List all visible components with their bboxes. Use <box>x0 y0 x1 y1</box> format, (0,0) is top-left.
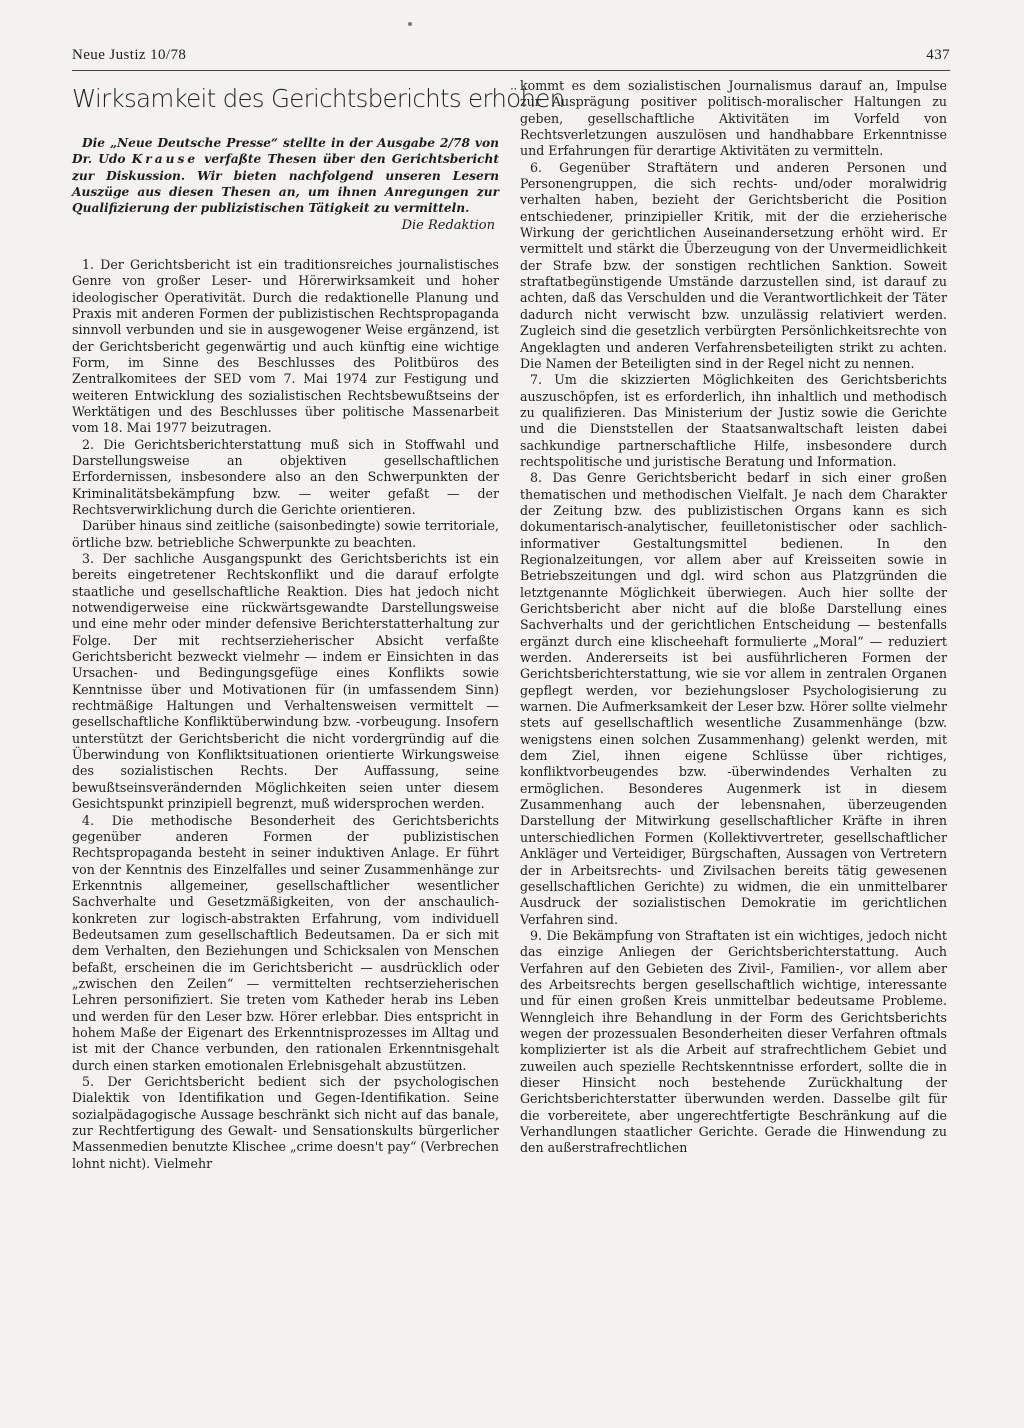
journal-issue: Neue Justiz 10/78 <box>72 47 187 63</box>
editorial-signature: Die Redaktion <box>401 218 495 234</box>
page-number: 437 <box>926 47 950 63</box>
right-column <box>520 78 947 1157</box>
header-rule <box>72 70 950 71</box>
intro-text-start: Die „Neue Deutsche Presse“ stellte in der Ausgabe 2/78 von Dr. Udo <box>72 136 499 167</box>
intro-text-end: verfaßte Thesen über den Gerichtsbericht zur Diskussion. Wir bieten nachfolgend unseren Lesern Auszüge aus diesen Thesen an, um ihnen Anregungen zur Qualifizierung der publizistischen Tätigkeit zu vermitteln. <box>72 152 499 216</box>
left-column <box>72 78 565 1172</box>
scan-speck <box>408 22 412 26</box>
thesis-2: 2. Die Gerichtsberichterstattung muß sich in Stoffwahl und Darstellungsweise an objektiven gesellschaftlichen Erfordernissen, insbesondere also an den Schwerpunkten der Kriminalitätsbekämpfung bzw. — weiter gefaßt — der Rechtsverwirklichung durch die Gerichte orientieren. <box>72 436 499 517</box>
running-head <box>72 47 950 69</box>
thesis-3: 3. Der sachliche Ausgangspunkt des Gerichtsberichts ist ein bereits eingetretener Rechtskonflikt und die darauf erfolgte staatliche und gesellschaftliche Reaktion. Dies hat jedoch nicht notwendigerweise eine rückwärtsgewandte Darstellungsweise und eine mehr oder minder defensive Berichterstatterhaltung zur Folge. Der mit rechtserzieherischer Absicht verfaßte Gerichtsbericht bezweckt vielmehr — indem er Einsichten in das Ursachen- und Bedingungsgefüge eines Konflikts sowie Kenntnisse über und Motivationen für (in umfassendem Sinn) rechtmäßige Haltungen und Verhaltensweisen vermittelt — gesellschaftliche Konfliktüberwindung bzw. -vorbeugung. Insofern unterstützt der Gerichtsbericht die nicht vordergründig auf die Überwindung von Konfliktsituationen orientierte Wirkungsweise des sozialistischen Rechts. Der Auffassung, seine bewußtseinsverändernden Möglichkeiten seien unter diesem Gesichtspunkt prinzipiell begrenzt, muß widersprochen werden. <box>72 551 499 812</box>
thesis-5-continued: kommt es dem sozialistischen Journalismus darauf an, Impulse zur Ausprägung positiver politisch-moralischer Haltungen zu geben, gesellschaftliche Aktivitäten im Vorfeld von Rechtsverletzungen auszulösen und handhabbare Erkenntnisse und Erfahrungen für derartige Aktivitäten zu vermitteln. <box>520 78 947 159</box>
article-title: Wirksamkeit des Gerichtsberichts erhöhen <box>72 84 565 113</box>
thesis-4: 4. Die methodische Besonderheit des Gerichtsberichts gegenüber anderen Formen der publizistischen Rechtspropaganda besteht in seiner induktiven Anlage. Er führt von der Kenntnis des Einzelfalles und seiner Zusammenhänge zur Erkenntnis allgemeiner, gesellschaftlicher wesentlicher Sachverhalte und Gesetzmäßigkeiten, von der anschaulich-konkreten zur logisch-abstrakten Erfahrung, vom individuell Bedeutsamen zum gesellschaftlich Bedeutsamen. Da er sich mit dem Verhalten, den Beziehungen und Schicksalen von Menschen befaßt, erscheinen die im Gerichtsbericht — ausdrücklich oder „zwischen den Zeilen“ — vermittelten rechtserzieherischen Lehren personifiziert. Sie treten vom Katheder herab ins Leben und werden für den Leser bzw. Hörer erlebbar. Dies entspricht in hohem Maße der Eigenart des Erkenntnisprozesses im Alltag und ist mit der Chance verbunden, den rationalen Erkenntnisgehalt durch einen starken emotionalen Erlebnisgehalt abzustützen. <box>72 812 499 1073</box>
thesis-7: 7. Um die skizzierten Möglichkeiten des Gerichtsberichts auszuschöpfen, ist es erforderlich, ihn inhaltlich und methodisch zu qualifizieren. Das Ministerium der Justiz sowie die Gerichte und die Dienststellen der Staatsanwaltschaft leisten dabei sachkundige partnerschaftliche Hilfe, insbesondere durch rechtspolitische und juristische Beratung und Information. <box>520 372 947 469</box>
thesis-6: 6. Gegenüber Straftätern und anderen Personen und Personengruppen, die sich rechts- und/oder moralwidrig verhalten haben, bezieht der Gerichtsbericht die Position entschiedener, prinzipieller Kritik, mit der die erzieherische Wirkung der gerichtlichen Auseinandersetzung erhöht wird. Er vermittelt und stärkt die Überzeugung von der Unvermeidlichkeit der Strafe bzw. der sonstigen rechtlichen Sanktion. Soweit straftatbegünstigende Umstände darzustellen sind, ist darauf zu achten, daß das Verschulden und die Verantwortlichkeit der Täter dadurch nicht verwischt bzw. unzulässig relativiert werden. Zugleich sind die gesetzlich verbürgten Persönlichkeitsrechte von Angeklagten und anderen Verfahrensbeteiligten strikt zu achten. Die Namen der Beteiligten sind in der Regel nicht zu nennen. <box>520 159 947 371</box>
thesis-5: 5. Der Gerichtsbericht bedient sich der psychologischen Dialektik von Identifikation und Gegen-Identifikation. Seine sozialpädagogische Aussage beschränkt sich nicht auf das banale, zur Rechtfertigung des Gewalt- und Sensationskults bürgerlicher Massenmedien benutzte Klischee „crime doesn't pay“ (Verbrechen lohnt nicht). Vielmehr <box>72 1074 499 1171</box>
thesis-8: 8. Das Genre Gerichtsbericht bedarf in sich einer großen thematischen und methodischen Vielfalt. Je nach dem Charakter der Zeitung bzw. des publizistischen Organs kann es sich dokumentarisch-analytischer, feuilletonistischer oder sachlich-informativer Gestaltungsmittel bedienen. In den Regionalzeitungen, vor allem aber auf Kreisseiten sowie in Betriebszeitungen und dgl. wird schon aus Platzgründen die letztgenannte Möglichkeit überwiegen. Auch hier sollte der Gerichtsbericht aber nicht auf die bloße Darstellung eines Sachverhalts und der gerichtlichen Entscheidung — bestenfalls ergänzt durch eine klischeehaft formulierte „Moral“ — reduziert werden. Andererseits ist bei ausführlicheren Formen der Gerichtsberichterstattung, wie sie vor allem in zentralen Organen gepflegt werden, vor beziehungsloser Psychologisierung zu warnen. Die Aufmerksamkeit der Leser bzw. Hörer sollte vielmehr stets auf gesellschaftlich wesentliche Zusammenhänge (bzw. wenigstens einen solchen Zusammenhang) gelenkt werden, mit dem Ziel, ihnen eigene Schlüsse über richtiges, konfliktvorbeugendes bzw. -überwindendes Verhalten zu ermöglichen. Besonderes Augenmerk ist in diesem Zusammenhang auch der lebensnahen, überzeugenden Darstellung der Mitwirkung gesellschaftlicher Kräfte in ihren unterschiedlichen Formen (Kollektivvertreter, gesellschaftlicher Ankläger und Verteidiger, Bürgschaften, Aussagen von Vertretern der in Arbeitsrechts- und Zivilsachen bereits tätig gewesenen gesellschaftlichen Gerichte) zu widmen, die ein unmittelbarer Ausdruck der sozialistischen Demokratie im gerichtlichen Verfahren sind. <box>520 470 947 927</box>
thesis-2-continued: Darüber hinaus sind zeitliche (saisonbedingte) sowie territoriale, örtliche bzw. betriebliche Schwerpunkte zu beachten. <box>72 518 499 550</box>
thesis-9: 9. Die Bekämpfung von Straftaten ist ein wichtiges, jedoch nicht das einzige Anliegen der Gerichtsberichterstattung. Auch Verfahren auf den Gebieten des Zivil-, Familien-, vor allem aber des Arbeitsrechts bergen gesellschaftlich wichtige, interessante und für einen großen Kreis unmittelbar bedeutsame Probleme. Wenngleich ihre Behandlung in der Form des Gerichtsberichts wegen der prozessualen Besonderheiten dieser Verfahren oftmals komplizierter ist als die Arbeit auf strafrechtlichem Gebiet und zuweilen auch spezielle Rechtskenntnisse erfordert, sollte die in dieser Hinsicht noch bestehende Zurückhaltung der Gerichtsberichterstatter überwunden werden. Dasselbe gilt für die vorbereitete, aber ungerechtfertigte Beschränkung auf die Verhandlungen staatlicher Gerichte. Gerade die Hinwendung zu den außerstrafrechtlichen <box>520 927 947 1156</box>
editorial-intro <box>72 135 499 216</box>
intro-author: Krause <box>131 152 199 167</box>
thesis-1: 1. Der Gerichtsbericht ist ein traditionsreiches journalistisches Genre von großer Leser- und Hörerwirksamkeit und hoher ideologischer Operativität. Durch die redaktionelle Planung und Praxis mit anderen Formen der publizistischen Rechtspropaganda sinnvoll verbunden und sie in ausgewogener Weise ergänzend, ist der Gerichtsbericht gegenwärtig und auch künftig eine wichtige Form, im Sinne des Beschlusses des Politbüros des Zentralkomitees der SED vom 7. Mai 1974 zur Festigung und weiteren Entwicklung des sozialistischen Rechtsbewußtseins der Werktätigen und des Beschlusses über politische Massenarbeit vom 18. Mai 1977 beizutragen. <box>72 256 499 436</box>
